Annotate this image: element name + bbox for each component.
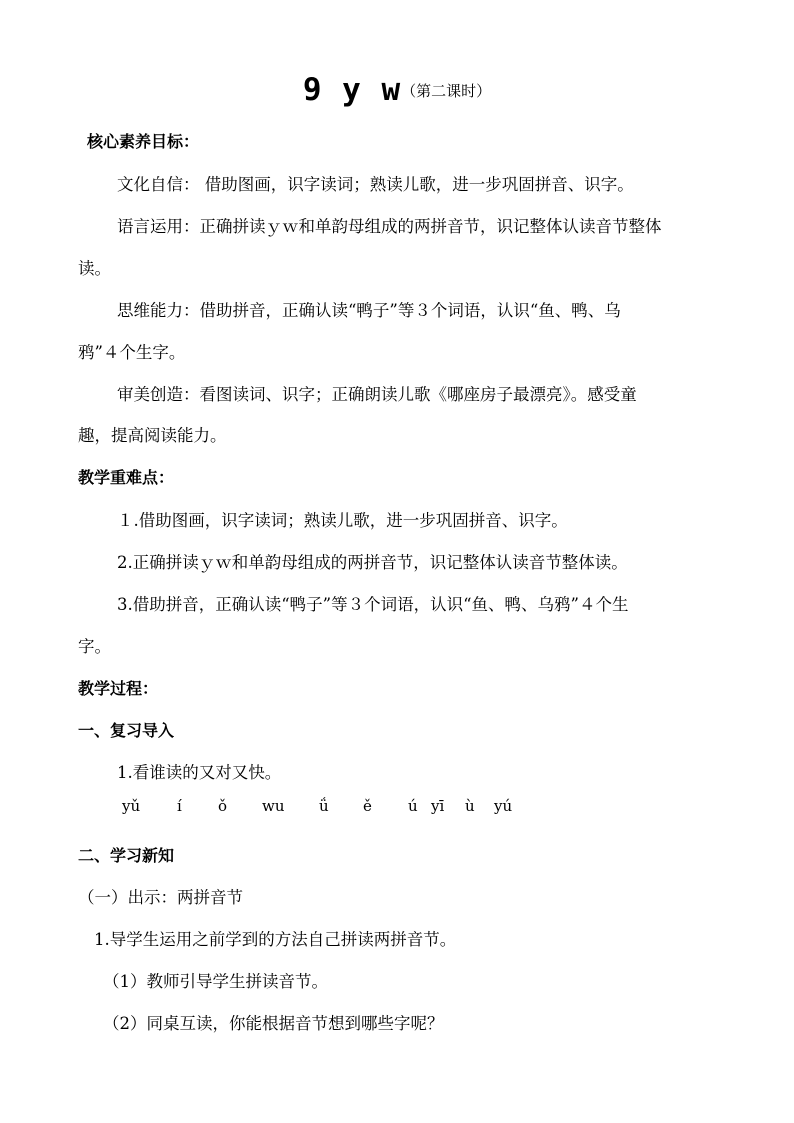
key-point-3-line1: 3.借助拼音，正确认读“鸭子”等３个词语，认识“鱼、鸭、乌鸦”４个生: [117, 595, 629, 614]
goal-language-line1: 语言运用：正确拼读ｙｗ和单韵母组成的两拼音节，识记整体认读音节整体: [117, 217, 662, 236]
new-knowledge-step-1: 1.导学生运用之前学到的方法自己拼读两拼音节。: [94, 930, 457, 949]
pinyin-syllable: ǘ: [319, 797, 329, 815]
lesson-title-subtitle: （第二课时）: [401, 82, 492, 100]
key-points-heading: 教学重难点：: [78, 468, 175, 487]
key-point-2: 2.正确拼读ｙｗ和单韵母组成的两拼音节，识记整体认读音节整体读。: [117, 553, 628, 572]
pinyin-syllable: wu: [262, 797, 285, 815]
pinyin-syllable: ǒ: [218, 797, 228, 815]
goal-thinking-line1: 思维能力：借助拼音，正确认读“鸭子”等３个词语，认识“鱼、鸭、乌: [117, 301, 621, 320]
lesson-title-main: 9 y w: [302, 72, 402, 108]
goal-thinking-line2: 鸦”４个生字。: [78, 343, 186, 362]
review-step-1: 1.看谁读的又对又快。: [117, 763, 282, 782]
new-knowledge-step-1b: （2）同桌互读，你能根据音节想到哪些字呢？: [103, 1014, 444, 1033]
goal-aesthetic-line2: 趣，提高阅读能力。: [78, 426, 227, 445]
pinyin-syllable: yú: [494, 797, 513, 815]
section-new-knowledge-heading: 二、学习新知: [78, 846, 175, 865]
key-point-1: １.借助图画，识字读词；熟读儿歌，进一步巩固拼音、识字。: [117, 511, 568, 530]
pinyin-syllable: ù: [465, 797, 475, 815]
goal-language-line2: 读。: [78, 259, 111, 278]
pinyin-syllable: yī: [431, 797, 445, 815]
key-point-3-line2: 字。: [78, 637, 111, 656]
pinyin-syllable: yǔ: [122, 797, 141, 815]
new-knowledge-step-1a: （1）教师引导学生拼读音节。: [103, 972, 328, 991]
lesson-title: [0, 72, 794, 108]
section-review-heading: 一、复习导入: [78, 721, 175, 740]
process-heading: 教学过程：: [78, 679, 159, 698]
pinyin-syllable: í: [177, 797, 182, 815]
pinyin-syllable: ě: [363, 797, 372, 815]
goal-culture: 文化自信： 借助图画，识字读词；熟读儿歌，进一步巩固拼音、识字。: [117, 175, 634, 194]
pinyin-syllable: ú: [408, 797, 418, 815]
goals-heading: 核心素养目标：: [87, 132, 200, 151]
subsection-two-syllable: （一）出示：两拼音节: [78, 888, 243, 907]
goal-aesthetic-line1: 审美创造：看图读词、识字；正确朗读儿歌《哪座房子最漂亮》。感受童: [117, 385, 637, 404]
